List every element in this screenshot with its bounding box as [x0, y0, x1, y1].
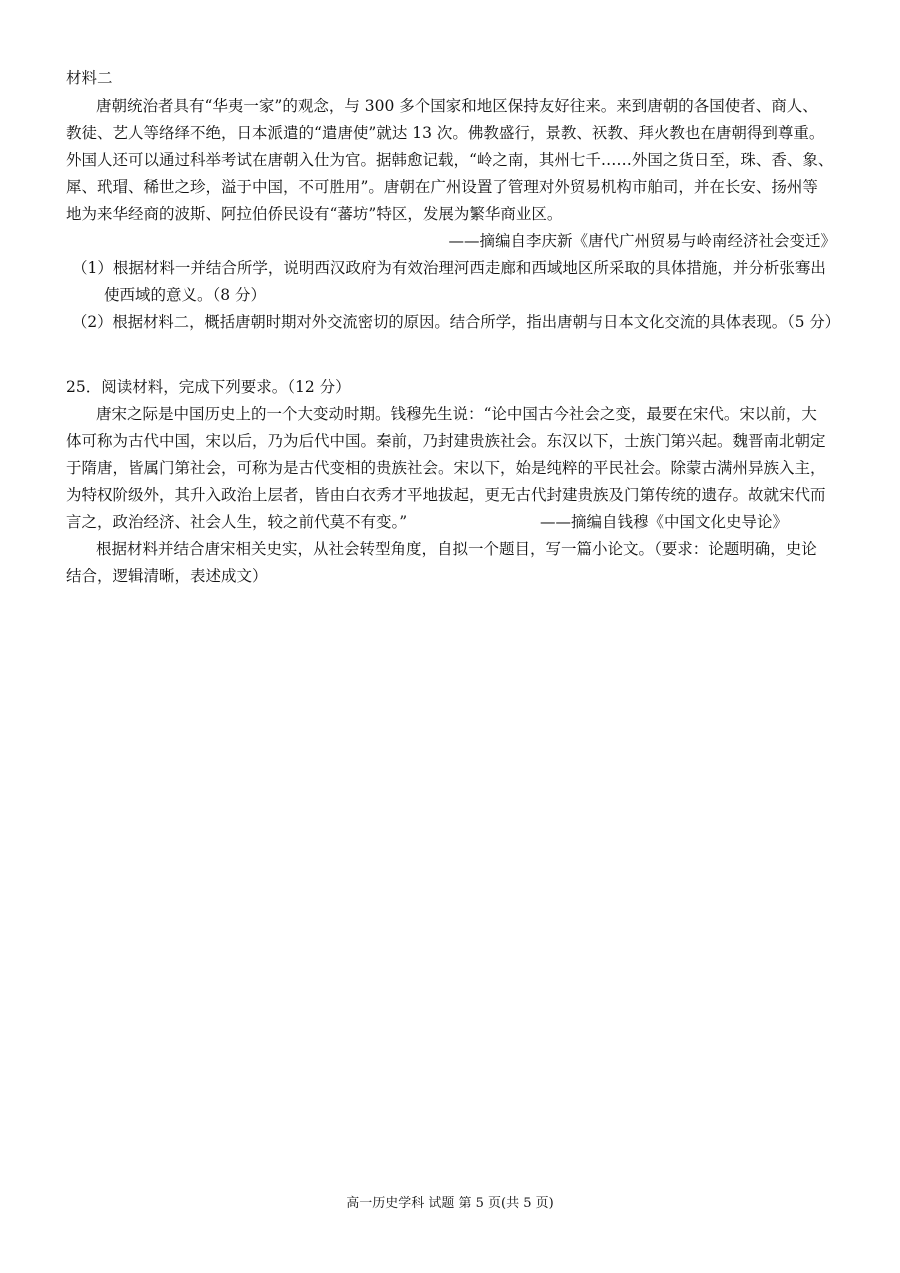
q25-material-line: 为特权阶级外，其升入政治上层者，皆由白衣秀才平地拔起，更无古代封建贵族及门第传统的遗存。故就宋代而 [66, 486, 826, 504]
material2-line: 犀、玳瑁、稀世之珍，溢于中国，不可胜用”。唐朝在广州设置了管理对外贸易机构市舶司，并在长安、扬州等 [66, 178, 818, 196]
q25-requirement-cont: 结合，逻辑清晰，表述成文） [66, 567, 268, 585]
q25-material-line: 体可称为古代中国，宋以后，乃为后代中国。秦前，乃封建贵族社会。东汉以下，士族门第兴起。魏晋南北朝定 [66, 432, 826, 450]
question-2: （2）根据材料二，概括唐朝时期对外交流密切的原因。结合所学，指出唐朝与日本文化交流的具体表现。（5 分） [72, 313, 841, 331]
q25-source: ——摘编自钱穆《中国文化史导论》 [540, 513, 789, 531]
question-1-cont: 使西域的意义。（8 分） [104, 286, 267, 304]
material2-line: 唐朝统治者具有“华夷一家”的观念，与 300 多个国家和地区保持友好往来。来到唐朝的各国使者、商人、 [96, 97, 818, 115]
page-footer: 高一历史学科 试题 第 5 页(共 5 页) [346, 1196, 554, 1211]
q25-material-line: 唐宋之际是中国历史上的一个大变动时期。钱穆先生说：“论中国古今社会之变，最要在宋代。宋以前，大 [96, 405, 817, 423]
q25-material-last-line: 言之，政治经济、社会人生，较之前代莫不有变。” [66, 513, 408, 531]
material2-line: 外国人还可以通过科举考试在唐朝入仕为官。据韩愈记载，“岭之南，其州七千……外国之货日至，珠、香、象、 [66, 151, 834, 169]
question-1: （1）根据材料一并结合所学，说明西汉政府为有效治理河西走廊和西域地区所采取的具体措施，并分析张骞出 [72, 259, 826, 277]
q25-requirement: 根据材料并结合唐宋相关史实，从社会转型角度，自拟一个题目，写一篇小论文。（要求：论题明确，史论 [96, 540, 817, 558]
material2-line: 教徒、艺人等络绎不绝，日本派遣的“遣唐使”就达 13 次。佛教盛行，景教、祆教、拜火教也在唐朝得到尊重。 [66, 124, 825, 142]
material2-line: 地为来华经商的波斯、阿拉伯侨民设有“蕃坊”特区，发展为繁华商业区。 [66, 205, 563, 223]
material2-heading: 材料二 [66, 69, 113, 87]
q25-material-line: 于隋唐，皆属门第社会，可称为是古代变相的贵族社会。宋以下，始是纯粹的平民社会。除蒙古满州异族入主， [66, 459, 826, 477]
question-25-heading: 25．阅读材料，完成下列要求。（12 分） [66, 378, 351, 396]
material2-source: ——摘编自李庆新《唐代广州贸易与岭南经济社会变迁》 [448, 232, 836, 250]
